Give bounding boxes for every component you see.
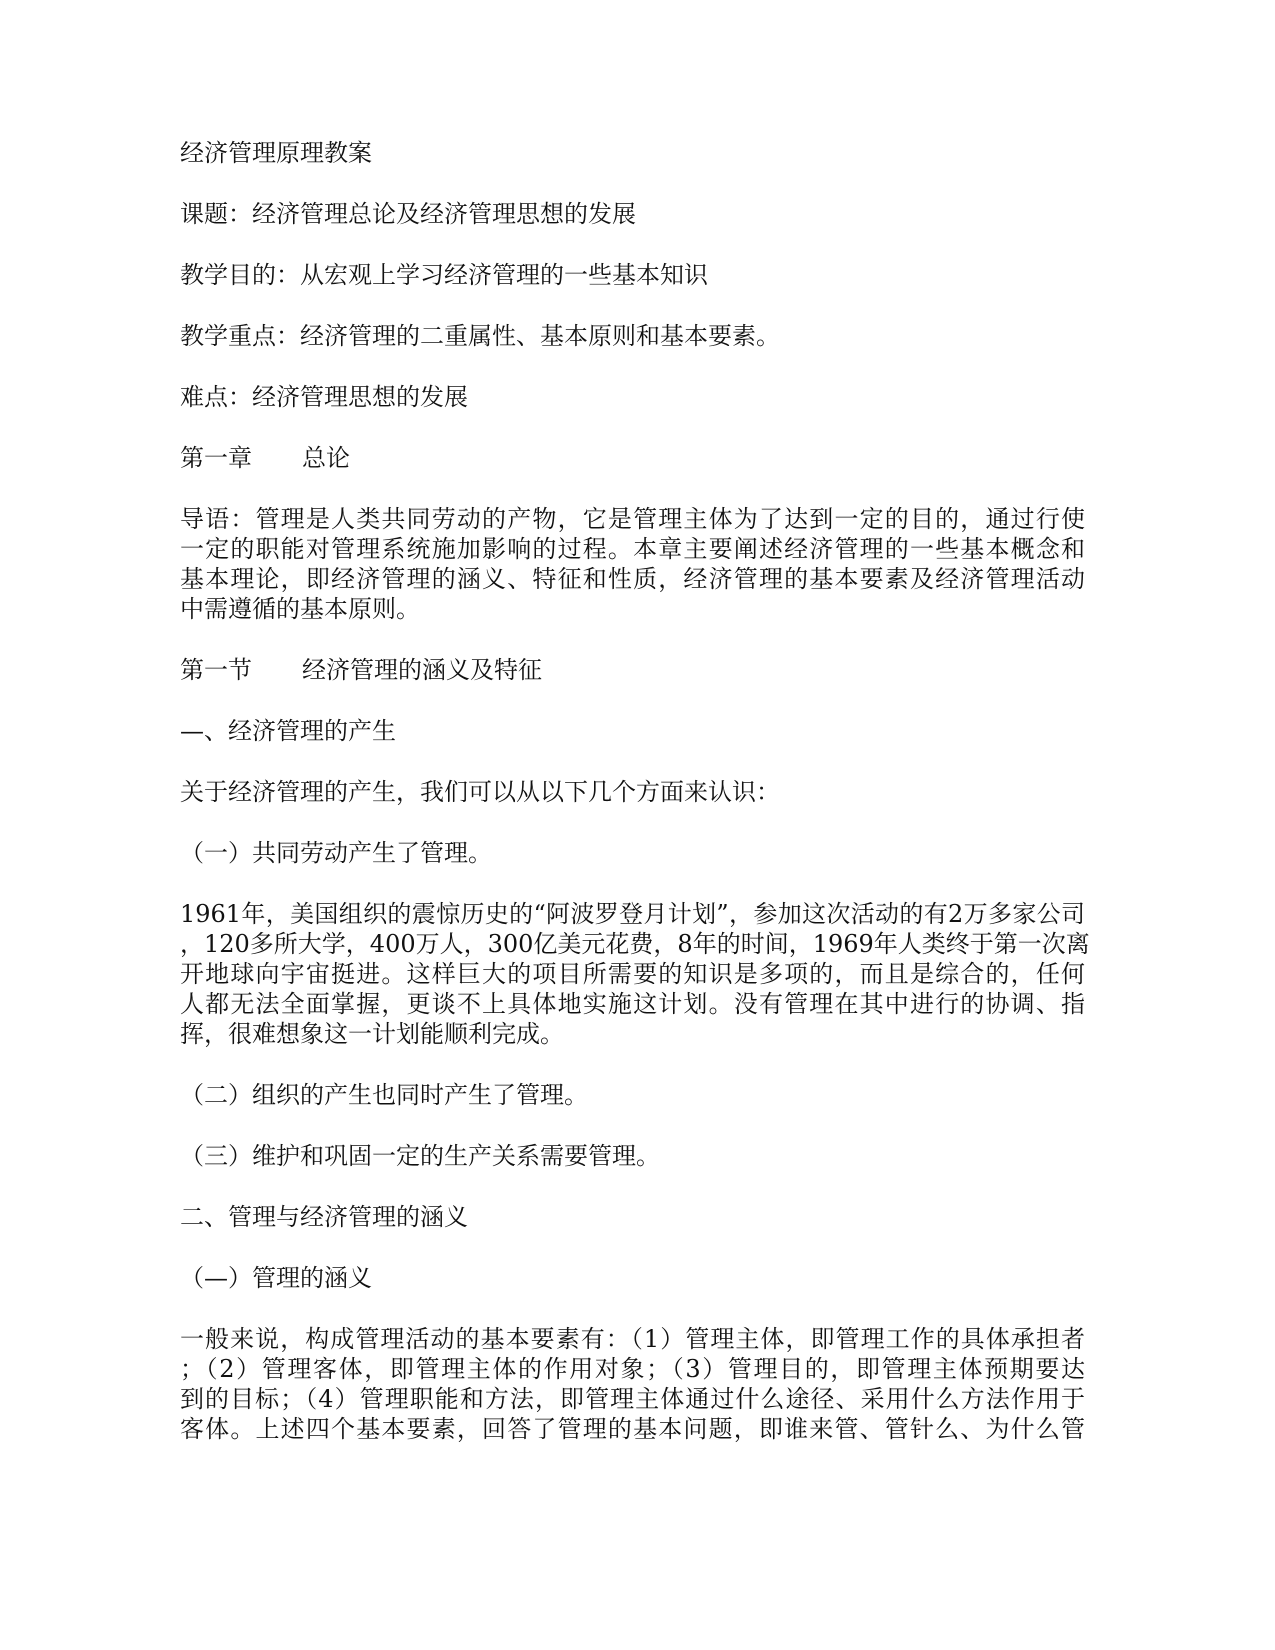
chapter-name: 总论 bbox=[302, 444, 350, 472]
lesson-topic: 课题：经济管理总论及经济管理思想的发展 bbox=[180, 200, 636, 228]
teaching-key-points: 教学重点：经济管理的二重属性、基本原则和基本要素。 bbox=[180, 322, 780, 350]
paragraph-line: 中需遵循的基本原则。 bbox=[180, 595, 420, 623]
heading-meaning: 二、管理与经济管理的涵义 bbox=[180, 1203, 468, 1231]
apollo-paragraph bbox=[180, 899, 1090, 1049]
chapter-intro-paragraph bbox=[180, 504, 1085, 624]
paragraph-line: 一定的职能对管理系统施加影响的过程。本章主要阐述经济管理的一些基本概念和 bbox=[180, 535, 1085, 563]
paragraph-line: 1961年，美国组织的震惊历史的“阿波罗登月计划”，参加这次活动的有2万多家公司 bbox=[180, 900, 1085, 928]
paragraph-line: ；（2）管理客体，即管理主体的作用对象；（3）管理目的，即管理主体预期要达 bbox=[180, 1355, 1085, 1383]
teaching-objective: 教学目的：从宏观上学习经济管理的一些基本知识 bbox=[180, 261, 708, 289]
paragraph-line: 基本理论，即经济管理的涵义、特征和性质，经济管理的基本要素及经济管理活动 bbox=[180, 565, 1085, 593]
section-heading bbox=[180, 655, 1085, 685]
teaching-difficulty: 难点：经济管理思想的发展 bbox=[180, 383, 468, 411]
chapter-heading bbox=[180, 443, 1085, 473]
heading-origin: —、经济管理的产生 bbox=[180, 717, 396, 745]
elements-paragraph bbox=[180, 1324, 1085, 1444]
document-page bbox=[180, 138, 1090, 1475]
section-name: 经济管理的涵义及特征 bbox=[302, 656, 542, 684]
paragraph-line: 一般来说，构成管理活动的基本要素有：（1）管理主体，即管理工作的具体承担者 bbox=[180, 1325, 1085, 1353]
chapter-number: 第一章 bbox=[180, 444, 252, 472]
paragraph-line: 挥，很难想象这一计划能顺利完成。 bbox=[180, 1020, 564, 1048]
subheading-management-meaning: （—）管理的涵义 bbox=[180, 1264, 372, 1292]
paragraph-line: 客体。上述四个基本要素，回答了管理的基本问题，即谁来管、管针么、为什么管 bbox=[180, 1415, 1085, 1443]
subheading-production-relations: （三）维护和巩固一定的生产关系需要管理。 bbox=[180, 1142, 660, 1170]
subheading-organization: （二）组织的产生也同时产生了管理。 bbox=[180, 1081, 588, 1109]
paragraph-line: 到的目标；（4）管理职能和方法，即管理主体通过什么途径、采用什么方法作用于 bbox=[180, 1385, 1085, 1413]
origin-intro-paragraph: 关于经济管理的产生，我们可以从以下几个方面来认识： bbox=[180, 778, 780, 806]
paragraph-line: 人都无法全面掌握，更谈不上具体地实施这计划。没有管理在其中进行的协调、指 bbox=[180, 990, 1085, 1018]
paragraph-line: ，120多所大学，400万人，300亿美元花费，8年的时间，1969年人类终于第一次离 bbox=[180, 930, 1090, 958]
paragraph-line: 导语：管理是人类共同劳动的产物，它是管理主体为了达到一定的目的，通过行使 bbox=[180, 505, 1085, 533]
section-number: 第一节 bbox=[180, 656, 252, 684]
paragraph-line: 开地球向宇宙挺进。这样巨大的项目所需要的知识是多项的，而且是综合的，任何 bbox=[180, 960, 1085, 988]
subheading-joint-labor: （一）共同劳动产生了管理。 bbox=[180, 839, 492, 867]
document-title: 经济管理原理教案 bbox=[180, 139, 372, 167]
